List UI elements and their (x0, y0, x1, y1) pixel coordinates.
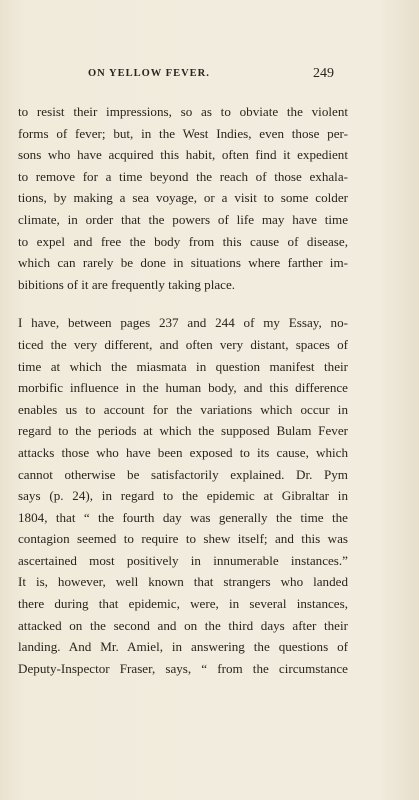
text-line: to resist their impressions, so as to obviate the violent (18, 104, 348, 119)
page-header (0, 68, 419, 84)
text-line: cannot otherwise be satisfactorily explained. Dr. Pym (18, 466, 348, 482)
text-line: ticed the very different, and often very distant, spaces of (18, 336, 348, 352)
text-line: sons who have acquired this habit, often find it expedient (18, 147, 348, 163)
text-line: time at which the miasmata in question manifest their (18, 358, 348, 374)
text-line: morbific influence in the human body, and this difference (18, 380, 348, 396)
text-line: Deputy-Inspector Fraser, says, “ from the circumstance (18, 660, 348, 676)
text-line: attacked on the second and on the third days after their (18, 617, 348, 633)
text-line: climate, in order that the powers of life may have time (18, 211, 348, 227)
paragraph-2 (18, 312, 348, 679)
running-title: ON YELLOW FEVER. (88, 68, 210, 79)
paragraph-gap (18, 295, 348, 312)
text-line: bibitions of it are frequently taking place. (18, 276, 236, 292)
text-line: contagion seemed to require to shew itself; and this was (18, 531, 348, 547)
text-line: regard to the periods at which the supposed Bulam Fever (18, 423, 348, 439)
text-line: attacks those who have been exposed to its cause, which (18, 444, 348, 460)
text-line: It is, however, well known that strangers who landed (18, 574, 348, 590)
text-line: tions, by making a sea voyage, or a visit to some colder (18, 190, 348, 206)
text-line: there during that epidemic, were, in several instances, (18, 596, 348, 612)
text-line: enables us to account for the variations which occur in (18, 401, 348, 417)
text-line: landing. And Mr. Amiel, in answering the questions of (18, 639, 348, 655)
text-line: to remove for a time beyond the reach of those exhala- (18, 168, 348, 184)
text-line: to expel and free the body from this cause of disease, (18, 233, 348, 249)
body-text (18, 101, 348, 679)
page-number: 249 (313, 66, 334, 81)
text-line: I have, between pages 237 and 244 of my Essay, no- (18, 315, 348, 331)
text-line: says (p. 24), in regard to the epidemic at Gibraltar in (18, 488, 348, 504)
text-line: 1804, that “ the fourth day was generally the time the (18, 509, 348, 525)
text-line: ascertained most positively in innumerable instances.” (18, 552, 348, 568)
text-line: forms of fever; but, in the West Indies, even those per- (18, 125, 348, 141)
text-line: which can rarely be done in situations where farther im- (18, 255, 348, 271)
paragraph-1 (18, 101, 348, 295)
